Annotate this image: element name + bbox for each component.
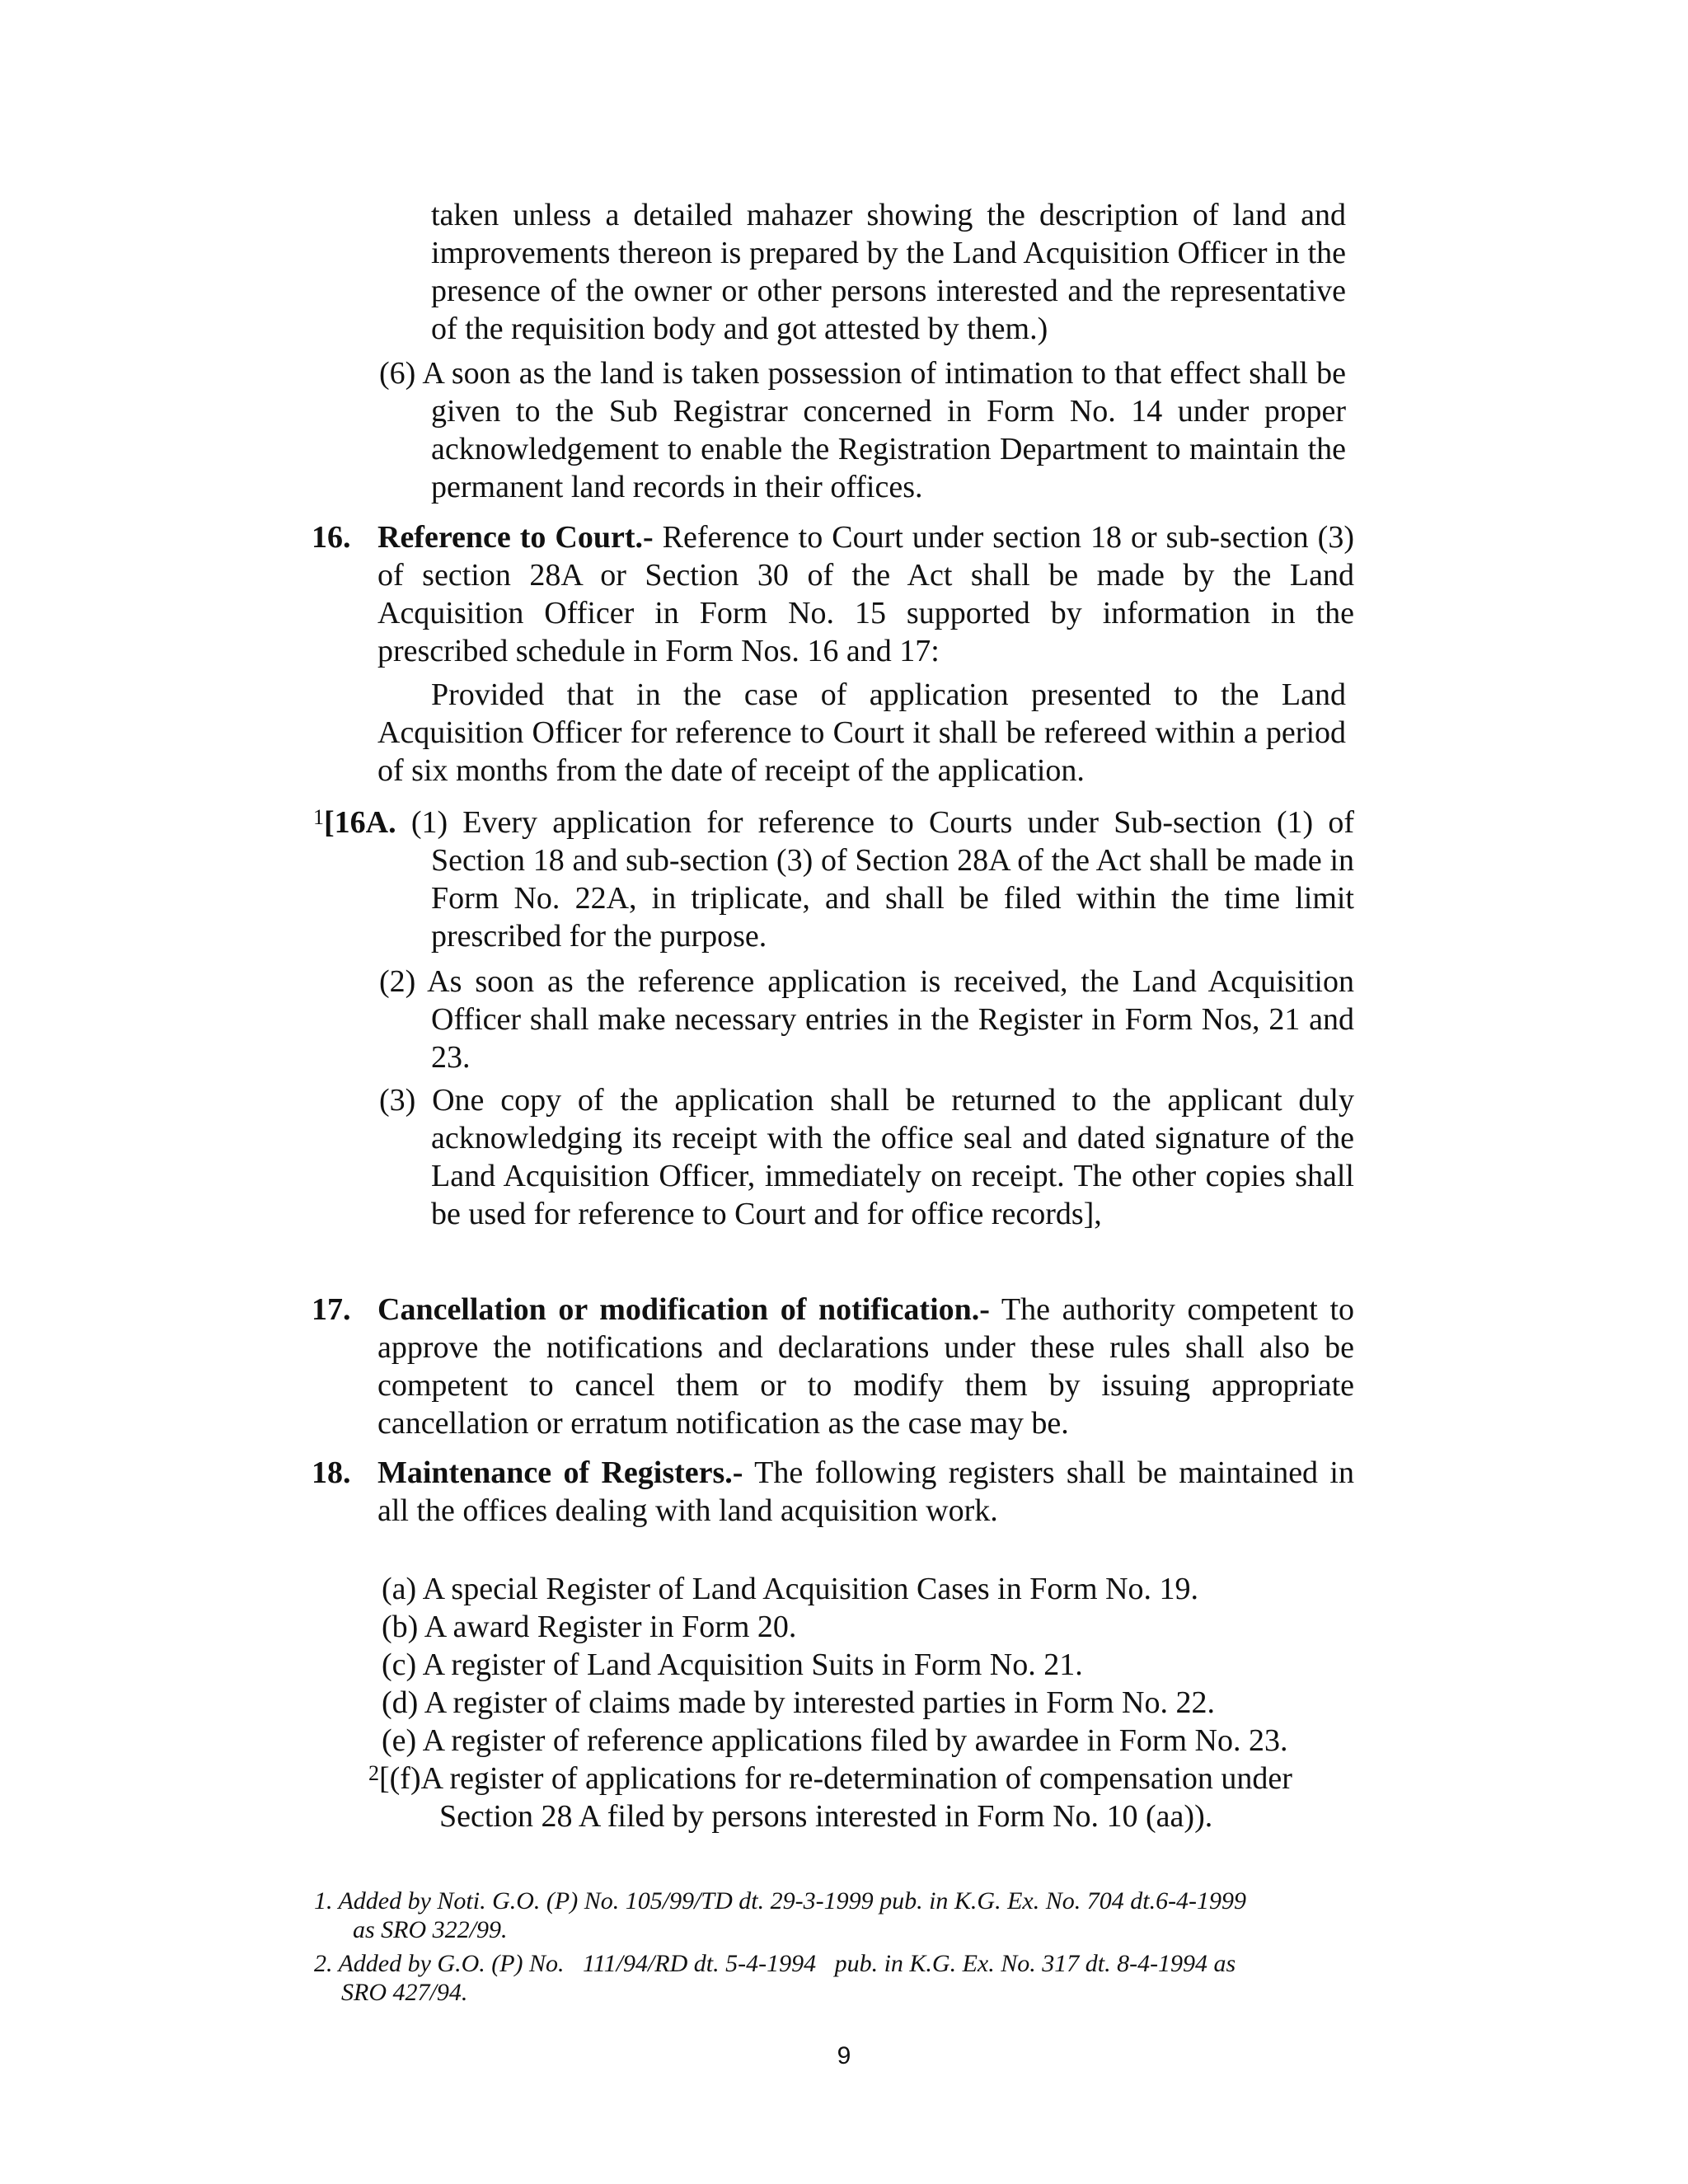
item-6-paragraph	[379, 354, 1346, 506]
section-18-text: The following registers shall be maintained in all the offices dealing with land acquisition work.	[377, 1455, 1354, 1528]
footnote-ref-2: 2	[368, 1761, 379, 1785]
section-18-paragraph	[377, 1454, 1354, 1530]
section-16a-item-2-text: As soon as the reference application is received, the Land Acquisition Officer shall make necessary entries in the Register in Form Nos, 21 and 23.	[427, 964, 1354, 1075]
footnote-1-line-2: as SRO 322/99.	[353, 1916, 508, 1943]
register-item-c: (c) A register of Land Acquisition Suits in Form No. 21.	[382, 1647, 1083, 1682]
register-item-e: (e) A register of reference applications filed by awardee in Form No. 23.	[382, 1723, 1288, 1758]
section-16a-item-3-label: (3)	[379, 1083, 416, 1118]
section-16a-label: [16A.	[324, 805, 396, 840]
section-16a-item-1-text: (1) Every application for reference to Courts under Sub-section (1) of Section 18 and sub-section (3) of Section 28A of the Act shall be made in Form No. 22A, in triplicate, and shall be filed within the time limit prescribed for the purpose.	[410, 805, 1354, 954]
section-16-text: Reference to Court under section 18 or sub-section (3) of section 28A or Section 30 of the Act shall be made by the Land Acquisition Officer in Form No. 15 supported by information in the prescribed schedule in Form Nos. 16 and 17:	[377, 520, 1354, 668]
section-16-proviso: Provided that in the case of application presented to the Land Acquisition Officer for reference to Court it shall be refereed within a period of six months from the date of receipt of the application.	[377, 677, 1346, 788]
register-item-f	[368, 1760, 1292, 1797]
section-18-heading: Maintenance of Registers.-	[377, 1455, 743, 1490]
section-16a-item-2	[379, 963, 1354, 1076]
continuation-paragraph: taken unless a detailed mahazer showing the description of land and improvements thereon is prepared by the Land Acquisition Officer in the presence of the owner or other persons interested and the representative of the requisition body and got attested by them.)	[431, 198, 1346, 346]
section-16a-item-1	[313, 804, 1354, 955]
section-16-heading: Reference to Court.-	[377, 520, 654, 555]
section-17-heading: Cancellation or modification of notification.-	[377, 1292, 990, 1327]
section-17-paragraph	[377, 1291, 1354, 1442]
section-18-number: 18.	[312, 1455, 351, 1490]
section-16-paragraph	[377, 518, 1354, 670]
section-17-text: The authority competent to approve the notifications and declarations under these rules shall also be competent to cancel them or to modify them by issuing appropriate cancellation or erratum notification as the case may be.	[377, 1292, 1354, 1441]
footnote-2-line-1: 2. Added by G.O. (P) No. 111/94/RD dt. 5-4-1994 pub. in K.G. Ex. No. 317 dt. 8-4-1994 as	[314, 1950, 1236, 1977]
register-item-f-line-1: [(f)A register of applications for re-determination of compensation under	[379, 1761, 1292, 1796]
register-item-d: (d) A register of claims made by interested parties in Form No. 22.	[382, 1685, 1215, 1720]
item-6-label: (6)	[379, 356, 416, 391]
footnote-1-line-1: 1. Added by Noti. G.O. (P) No. 105/99/TD dt. 29-3-1999 pub. in K.G. Ex. No. 704 dt.6-4-1999	[314, 1887, 1247, 1915]
section-16a-item-2-label: (2)	[379, 964, 416, 999]
footnote-2-line-2: SRO 427/94.	[341, 1979, 468, 2006]
section-17-number: 17.	[312, 1292, 351, 1327]
section-16a-item-3	[379, 1081, 1354, 1233]
item-6-text: A soon as the land is taken possession of intimation to that effect shall be given to the Sub Registrar concerned in Form No. 14 under proper acknowledgement to enable the Registration Department to maintain the permanent land records in their offices.	[422, 356, 1346, 504]
section-16a-item-3-text: One copy of the application shall be returned to the applicant duly acknowledging its receipt with the office seal and dated signature of the Land Acquisition Officer, immediately on receipt. The other copies shall be used for reference to Court and for office records],	[431, 1083, 1354, 1231]
section-16-number: 16.	[312, 520, 351, 555]
register-item-a: (a) A special Register of Land Acquisition Cases in Form No. 19.	[382, 1572, 1199, 1606]
footnote-ref-1: 1	[313, 805, 324, 829]
page-number: 9	[837, 2042, 851, 2069]
register-item-b: (b) A award Register in Form 20.	[382, 1610, 797, 1644]
register-item-f-continuation: Section 28 A filed by persons interested in Form No. 10 (aa)).	[439, 1799, 1213, 1834]
